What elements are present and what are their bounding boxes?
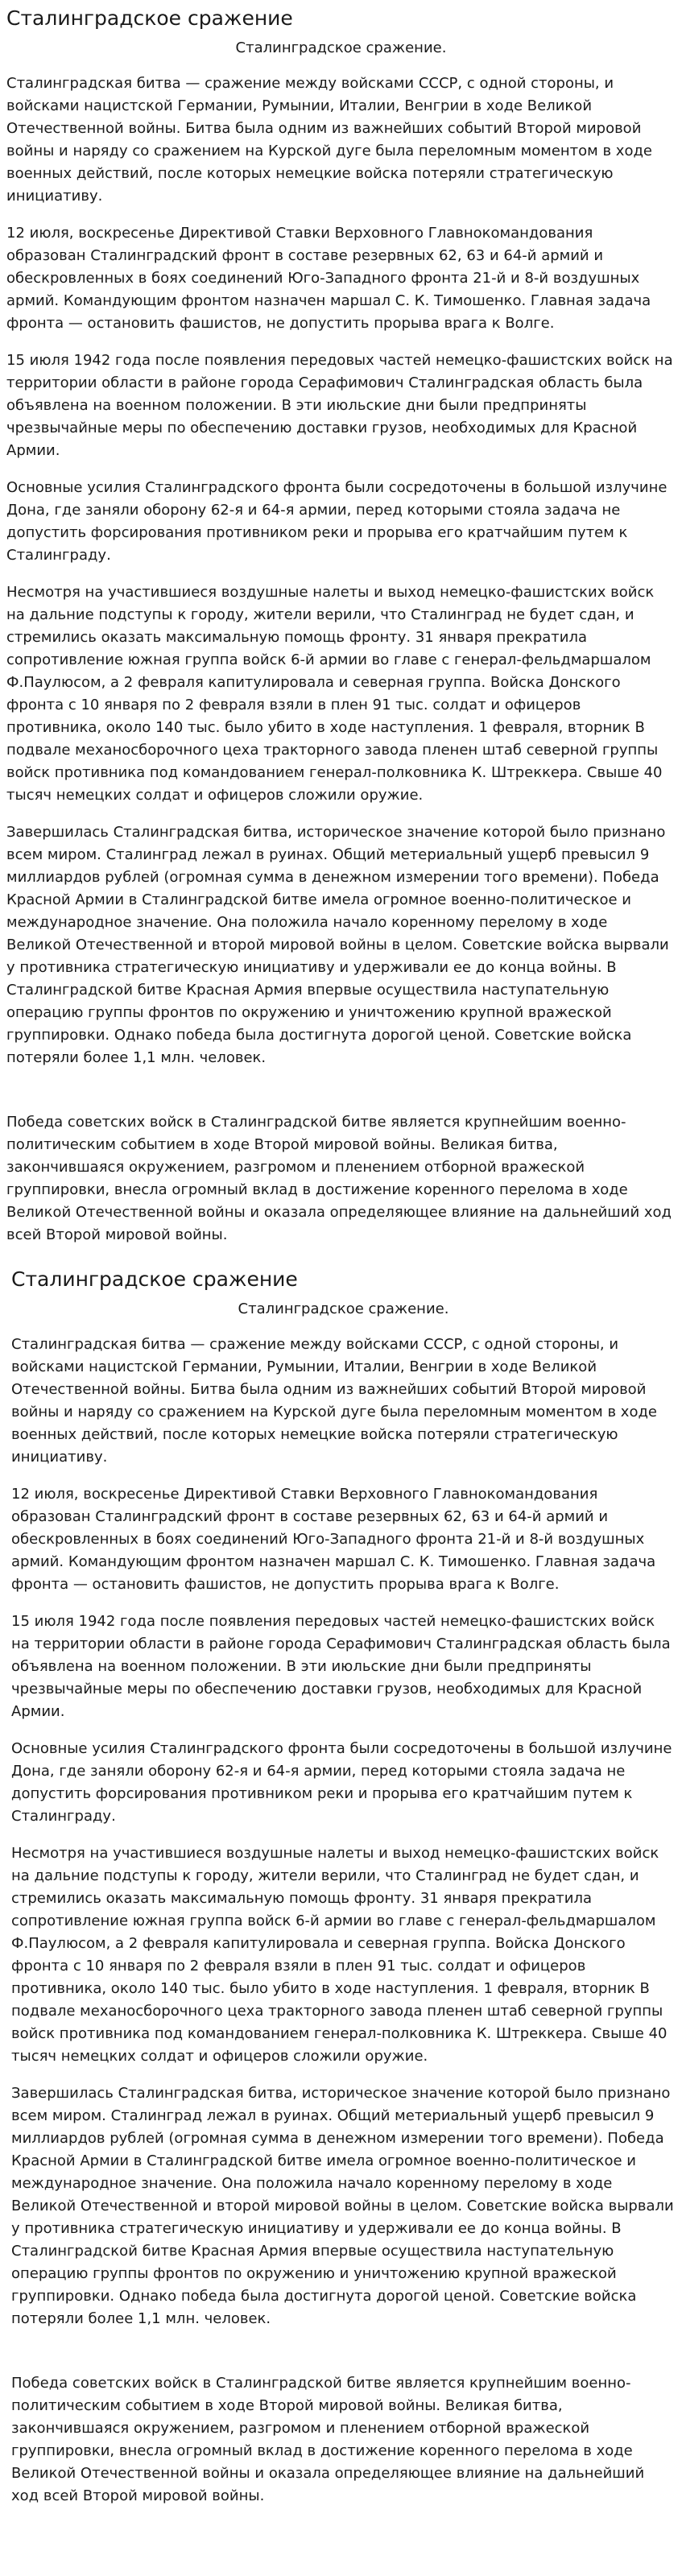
- article-paragraph: Основные усилия Сталинградского фронта были сосредоточены в большой излучине Дона, где заняли оборону 62-я и 64-я армии, перед которыми стояла задача не допустить форсирования противником реки и прорыва его кратчайшим путем к Сталинграду.: [6, 479, 668, 564]
- article-paragraph: Несмотря на участившиеся воздушные налеты и выход немецко-фашистских войск на дальние подступы к городу, жители верили, что Сталинград не будет сдан, и стремились оказать максимальную помощь фронту. 31 января прекратила сопротивление южная группа войск 6-й армии во главе с генерал-фельдмаршалом Ф.Паулюсом, а 2 февраля капитулировала и северная группа. Войска Донского фронта с 10 января по 2 февраля взяли в плен 91 тыс. солдат и офицеров противника, около 140 тыс. было убито в ходе наступления. 1 февраля, вторник В подвале механосборочного цеха тракторного завода пленен штаб северной группы войск противника под командованием генерал-полковника К. Штреккера. Свыше 40 тысяч немецких солдат и офицеров сложили оружие.: [6, 584, 663, 804]
- article-paragraph: 12 июля, воскресенье Директивой Ставки Верховного Главнокомандования образован Сталинградский фронт в составе резервных 62, 63 и 64-й армий и обескровленных в боях соединений Юго-Западного фронта 21-й и 8-й воздушных армий. Командующим фронтом назначен маршал С. К. Тимошенко. Главная задача фронта — остановить фашистов, не допустить прорыва врага к Волге.: [11, 1486, 656, 1593]
- article-paragraph: Завершилась Сталинградская битва, историческое значение которой было признано всем миром. Сталинград лежал в руинах. Общий метериальный ущерб превысил 9 миллиардов рублей (огромная сумма в денежном измерении того времени). Победа Красной Армии в Сталинградской битве имела огромное военно-политическое и международное значение. Она положила начало коренному перелому в ходе Великой Отечественной и второй мировой войны в целом. Советские войска вырвали у противника стратегическую инициативу и удерживали ее до конца войны. В Сталинградской битве Красная Армия впервые осуществила наступательную операцию группы фронтов по окружению и уничтожению крупной вражеской группировки. Однако победа была достигнута дорогой ценой. Советские войска потеряли более 1,1 млн. человек.: [11, 2085, 674, 2327]
- article-first: [0, 0, 682, 1247]
- article-paragraph: Несмотря на участившиеся воздушные налеты и выход немецко-фашистских войск на дальние подступы к городу, жители верили, что Сталинград не будет сдан, и стремились оказать максимальную помощь фронту. 31 января прекратила сопротивление южная группа войск 6-й армии во главе с генерал-фельдмаршалом Ф.Паулюсом, а 2 февраля капитулировала и северная группа. Войска Донского фронта с 10 января по 2 февраля взяли в плен 91 тыс. солдат и офицеров противника, около 140 тыс. было убито в ходе наступления. 1 февраля, вторник В подвале механосборочного цеха тракторного завода пленен штаб северной группы войск противника под командованием генерал-полковника К. Штреккера. Свыше 40 тысяч немецких солдат и офицеров сложили оружие.: [11, 1845, 668, 2065]
- article-paragraph: 15 июля 1942 года после появления передовых частей немецко-фашистских войск на территории области в районе города Серафимович Сталинградская область была объявлена на военном положении. В эти июльские дни были предприняты чрезвычайные меры по обеспечению доставки грузов, необходимых для Красной Армии.: [6, 352, 673, 459]
- article-second: [0, 1261, 682, 2508]
- article-paragraph: Завершилась Сталинградская битва, историческое значение которой было признано всем миром. Сталинград лежал в руинах. Общий метериальный ущерб превысил 9 миллиардов рублей (огромная сумма в денежном измерении того времени). Победа Красной Армии в Сталинградской битве имела огромное военно-политическое и международное значение. Она положила начало коренному перелому в ходе Великой Отечественной и второй мировой войны в целом. Советские войска вырвали у противника стратегическую инициативу и удерживали ее до конца войны. В Сталинградской битве Красная Армия впервые осуществила наступательную операцию группы фронтов по окружению и уничтожению крупной вражеской группировки. Однако победа была достигнута дорогой ценой. Советские войска потеряли более 1,1 млн. человек.: [6, 824, 669, 1066]
- article-title: Сталинградское сражение: [6, 6, 293, 30]
- article-paragraph: Сталинградская битва — сражение между войсками СССР, с одной стороны, и войсками нацистской Германии, Румынии, Италии, Венгрии в ходе Великой Отечественной войны. Битва была одним из важнейших событий Второй мировой войны и наряду со сражением на Курской дуге была переломным моментом в ходе военных действий, после которых немецкие войска потеряли стратегическую инициативу.: [6, 75, 652, 205]
- article-title: Сталинградское сражение: [11, 1267, 298, 1291]
- article-paragraph: Сталинградская битва — сражение между войсками СССР, с одной стороны, и войсками нацистской Германии, Румынии, Италии, Венгрии в ходе Великой Отечественной войны. Битва была одним из важнейших событий Второй мировой войны и наряду со сражением на Курской дуге была переломным моментом в ходе военных действий, после которых немецкие войска потеряли стратегическую инициативу.: [11, 1336, 657, 1466]
- article-paragraph: Победа советских войск в Сталинградской битве является крупнейшим военно-политическим событием в ходе Второй мировой войны. Великая битва, закончившаяся окружением, разгромом и пленением отборной вражеской группировки, внесла огромный вклад в достижение коренного перелома в ходе Великой Отечественной войны и оказала определяющее влияние на дальнейший ход всей Второй мировой войны.: [11, 2375, 645, 2504]
- article-paragraph: 12 июля, воскресенье Директивой Ставки Верховного Главнокомандования образован Сталинградский фронт в составе резервных 62, 63 и 64-й армий и обескровленных в боях соединений Юго-Западного фронта 21-й и 8-й воздушных армий. Командующим фронтом назначен маршал С. К. Тимошенко. Главная задача фронта — остановить фашистов, не допустить прорыва врага к Волге.: [6, 225, 651, 332]
- article-paragraph: Основные усилия Сталинградского фронта были сосредоточены в большой излучине Дона, где заняли оборону 62-я и 64-я армии, перед которыми стояла задача не допустить форсирования противником реки и прорыва его кратчайшим путем к Сталинграду.: [11, 1740, 672, 1825]
- article-paragraph: Победа советских войск в Сталинградской битве является крупнейшим военно-политическим событием в ходе Второй мировой войны. Великая битва, закончившаяся окружением, разгромом и пленением отборной вражеской группировки, внесла огромный вклад в достижение коренного перелома в ходе Великой Отечественной войны и оказала определяющее влияние на дальнейший ход всей Второй мировой войны.: [6, 1114, 672, 1243]
- article-paragraph: 15 июля 1942 года после появления передовых частей немецко-фашистских войск на территории области в районе города Серафимович Сталинградская область была объявлена на военном положении. В эти июльские дни были предприняты чрезвычайные меры по обеспечению доставки грузов, необходимых для Красной Армии.: [11, 1613, 671, 1720]
- article-subtitle: Сталинградское сражение.: [235, 39, 447, 56]
- article-subtitle: Сталинградское сражение.: [238, 1300, 449, 1317]
